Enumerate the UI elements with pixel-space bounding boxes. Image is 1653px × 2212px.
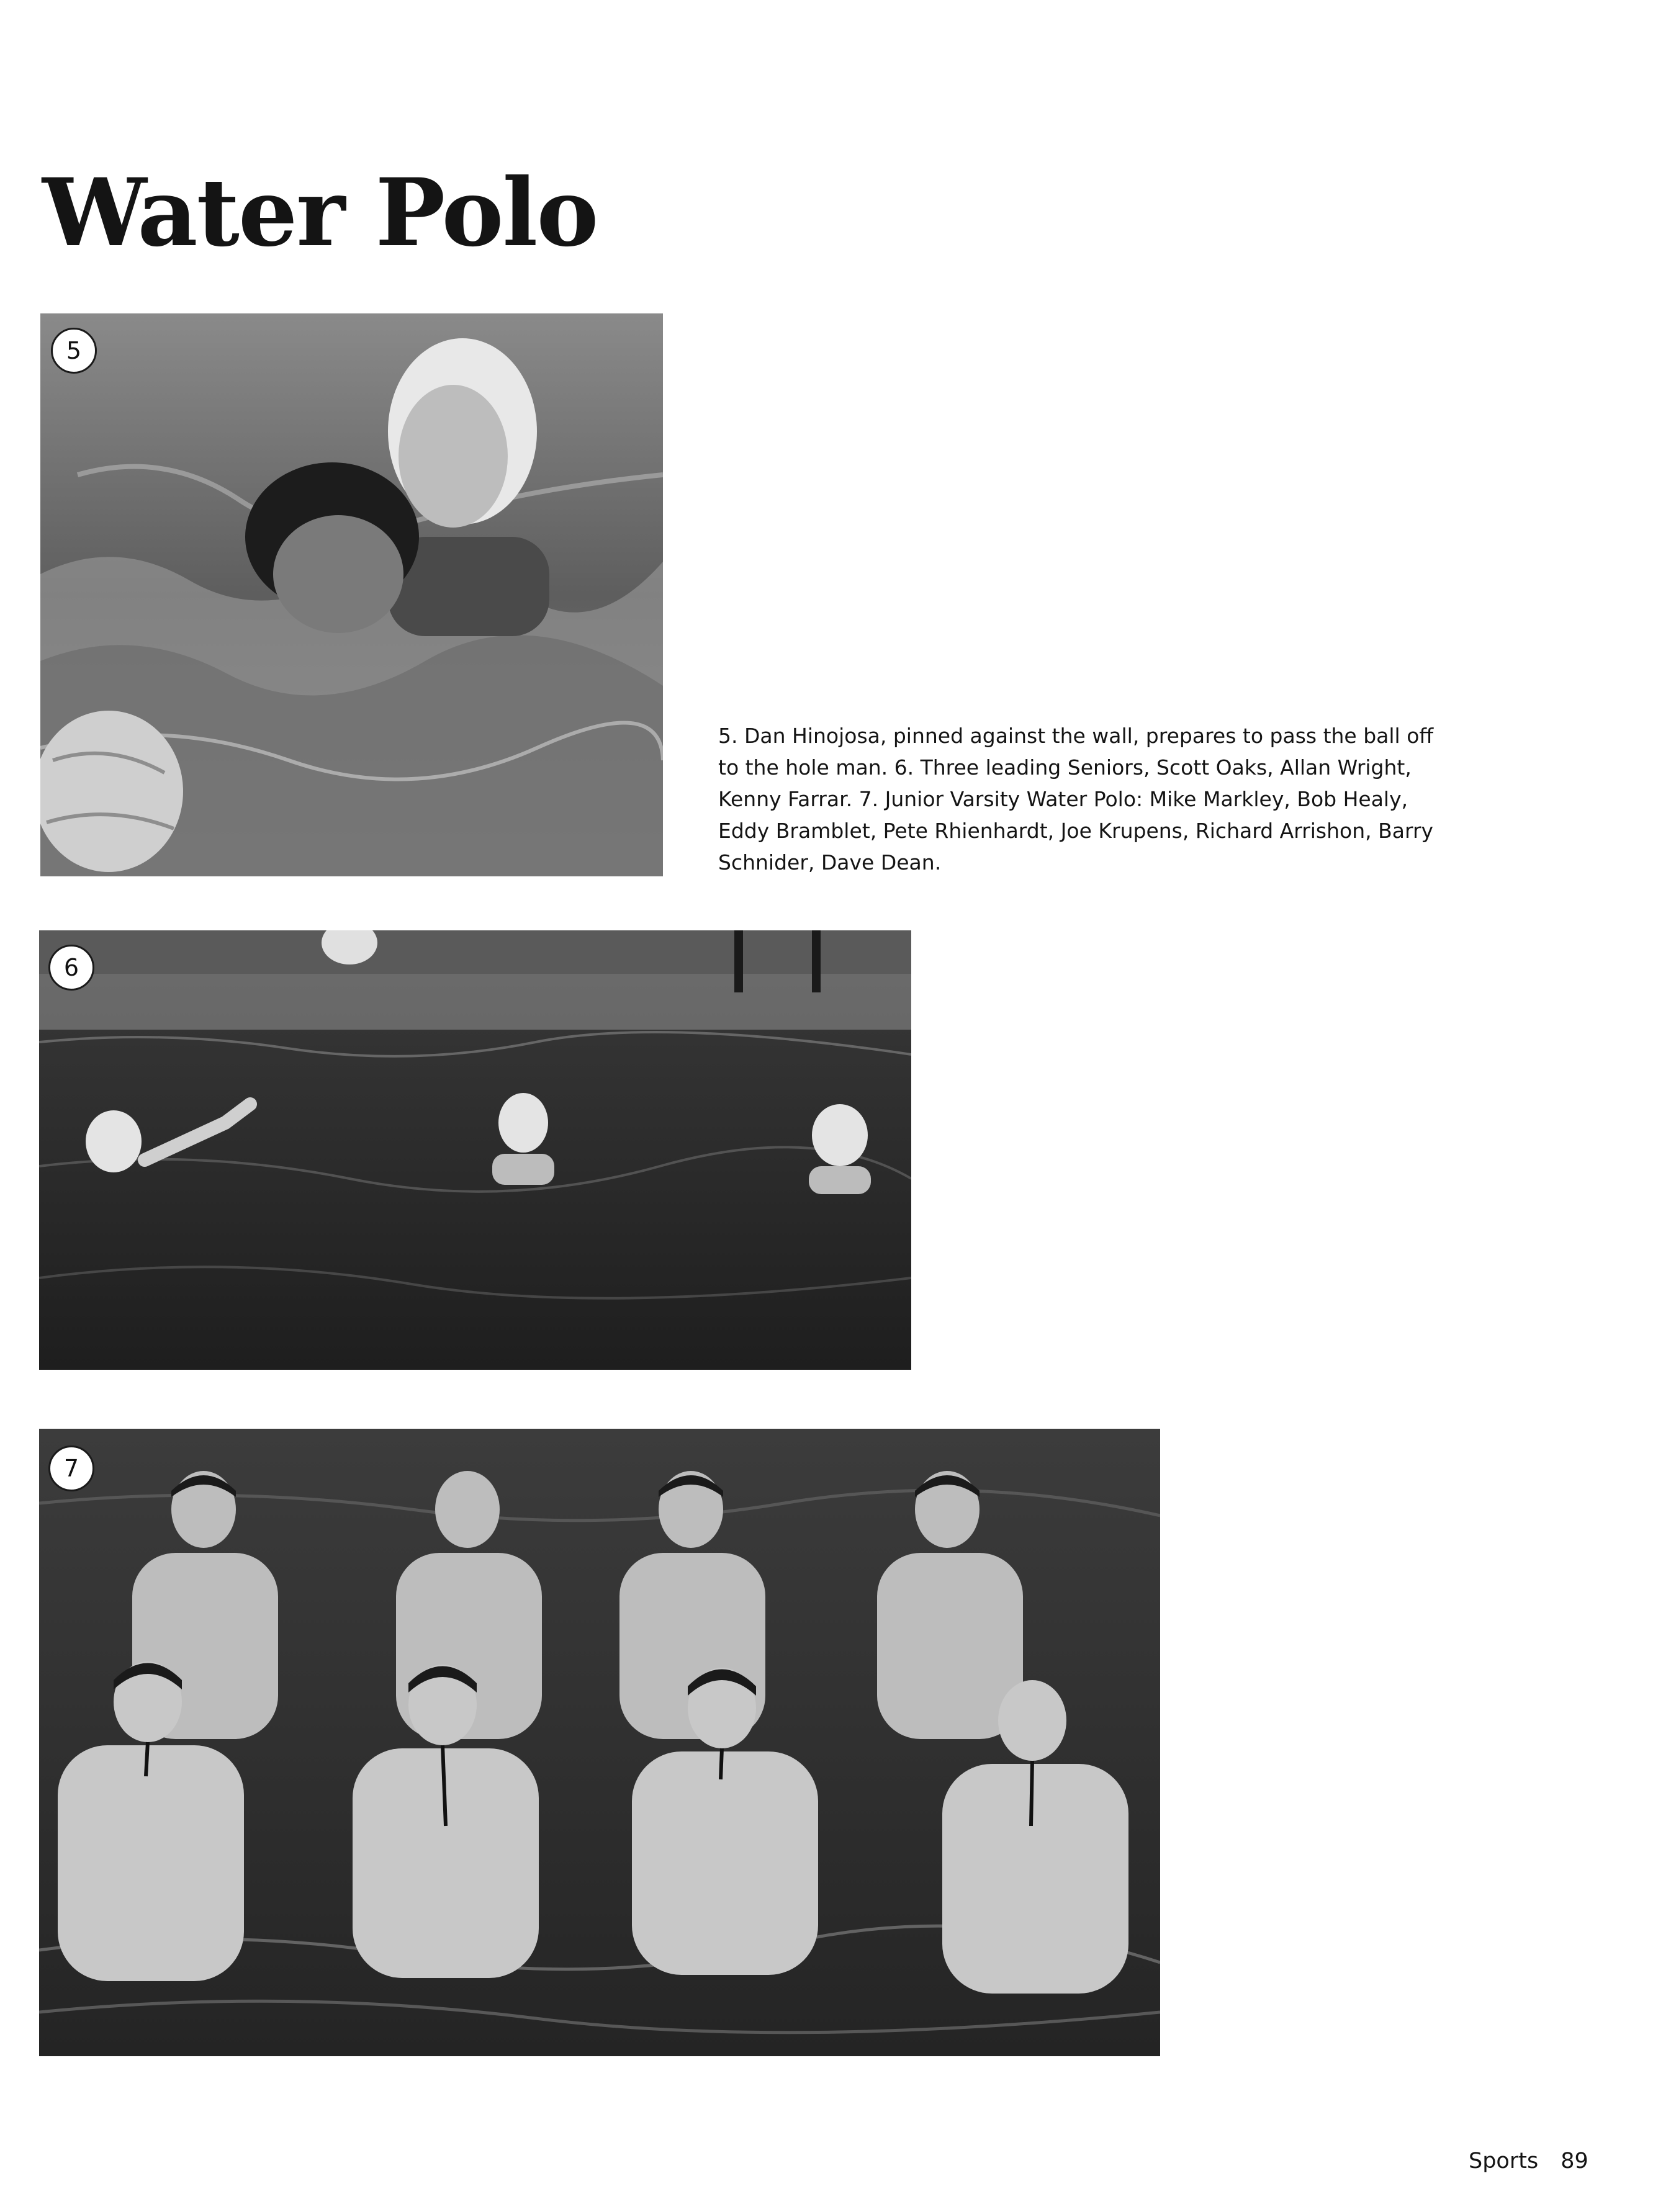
photo-number-badge: 6 [48, 945, 94, 991]
photo-number-badge: 7 [48, 1445, 94, 1491]
photo-7-image [39, 1429, 1160, 2056]
photo-three-seniors [39, 930, 911, 1370]
section-label: Sports [1469, 2149, 1539, 2174]
page-number: 89 [1561, 2149, 1588, 2174]
page-footer [1469, 2149, 1588, 2174]
photo-5-image [40, 313, 663, 876]
photo-players-in-water [40, 313, 663, 876]
page-title: Water Polo [42, 158, 598, 268]
photo-caption: 5. Dan Hinojosa, pinned against the wall, prepares to pass the ball off to the hole man. 6. Three leading Seniors, Scott Oaks, Allan Wright, Kenny Farrar. 7. Junior Varsity Water Polo: Mike Markley, Bob Healy, Eddy Bramblet, Pete Rhienhardt, Joe Krupens, Richard Arrishon, Barry Schnider, Dave Dean. [718, 724, 1434, 874]
photo-6-image [39, 930, 911, 1370]
photo-junior-varsity-team [39, 1429, 1160, 2056]
photo-number-badge: 5 [51, 328, 97, 374]
